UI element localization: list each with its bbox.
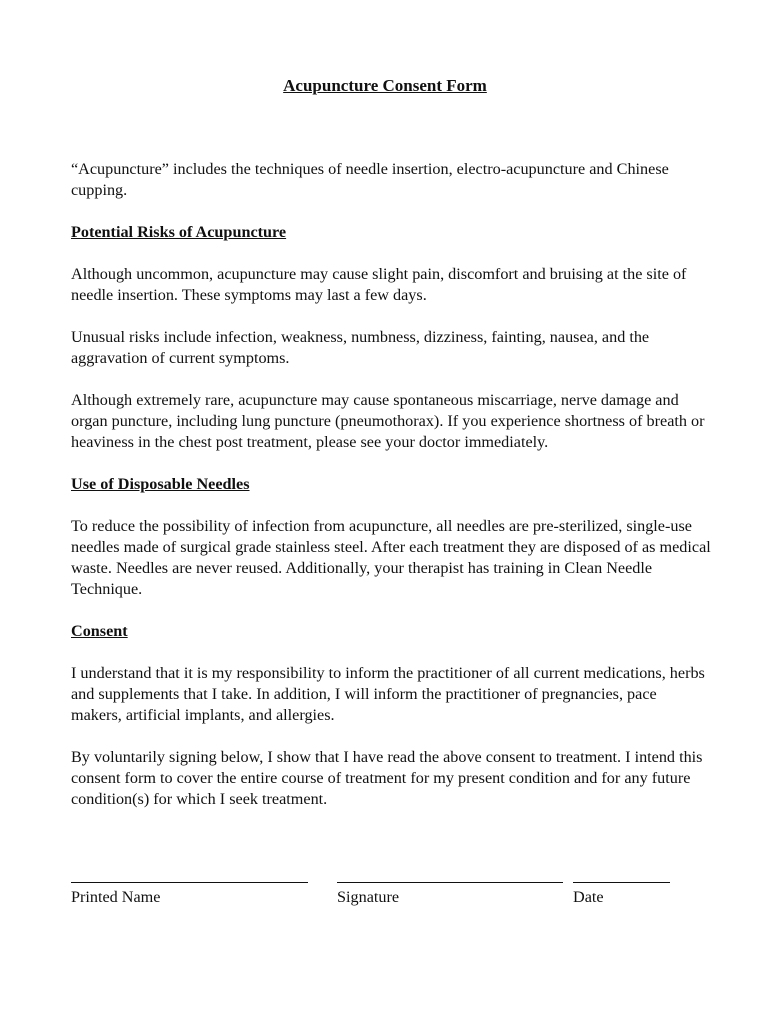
risks-heading: Potential Risks of Acupuncture xyxy=(71,223,287,241)
form-body xyxy=(71,159,711,831)
printed-name-line[interactable] xyxy=(71,868,308,883)
signature-field[interactable] xyxy=(337,868,563,908)
printed-name-field[interactable] xyxy=(71,868,308,908)
risks-paragraph-2: Unusual risks include infection, weakness, numbness, dizziness, fainting, nausea, and the aggravation of current symptoms. xyxy=(71,328,650,367)
printed-name-label: Printed Name xyxy=(71,888,161,906)
consent-paragraph-1: I understand that it is my responsibility to inform the practitioner of all current medications, herbs and supplements that I take. In addition, I will inform the practitioner of pregnancies, pace makers, artificial implants, and allergies. xyxy=(71,664,705,724)
signature-label: Signature xyxy=(337,888,400,906)
intro-paragraph: “Acupuncture” includes the techniques of needle insertion, electro-acupuncture and Chinese cupping. xyxy=(71,160,669,199)
consent-paragraph-2: By voluntarily signing below, I show that I have read the above consent to treatment. I intend this consent form to cover the entire course of treatment for my present condition and for any future condition(s) for which I seek treatment. xyxy=(71,748,703,808)
needles-paragraph-1: To reduce the possibility of infection from acupuncture, all needles are pre-sterilized, single-use needles made of surgical grade stainless steel. After each treatment they are disposed of as medical waste. Needles are never reused. Additionally, your therapist has training in Clean Needle Technique. xyxy=(71,517,711,598)
date-label: Date xyxy=(573,888,604,906)
consent-heading: Consent xyxy=(71,622,128,640)
signature-row xyxy=(71,868,711,918)
signature-line[interactable] xyxy=(337,868,563,883)
risks-paragraph-3: Although extremely rare, acupuncture may cause spontaneous miscarriage, nerve damage and organ puncture, including lung puncture (pneumothorax). If you experience shortness of breath or heaviness in the chest post treatment, please see your doctor immediately. xyxy=(71,391,705,451)
risks-paragraph-1: Although uncommon, acupuncture may cause slight pain, discomfort and bruising at the site of needle insertion. These symptoms may last a few days. xyxy=(71,265,687,304)
date-field[interactable] xyxy=(573,868,670,908)
page-title: Acupuncture Consent Form xyxy=(283,76,487,95)
date-line[interactable] xyxy=(573,868,670,883)
needles-heading: Use of Disposable Needles xyxy=(71,475,250,493)
